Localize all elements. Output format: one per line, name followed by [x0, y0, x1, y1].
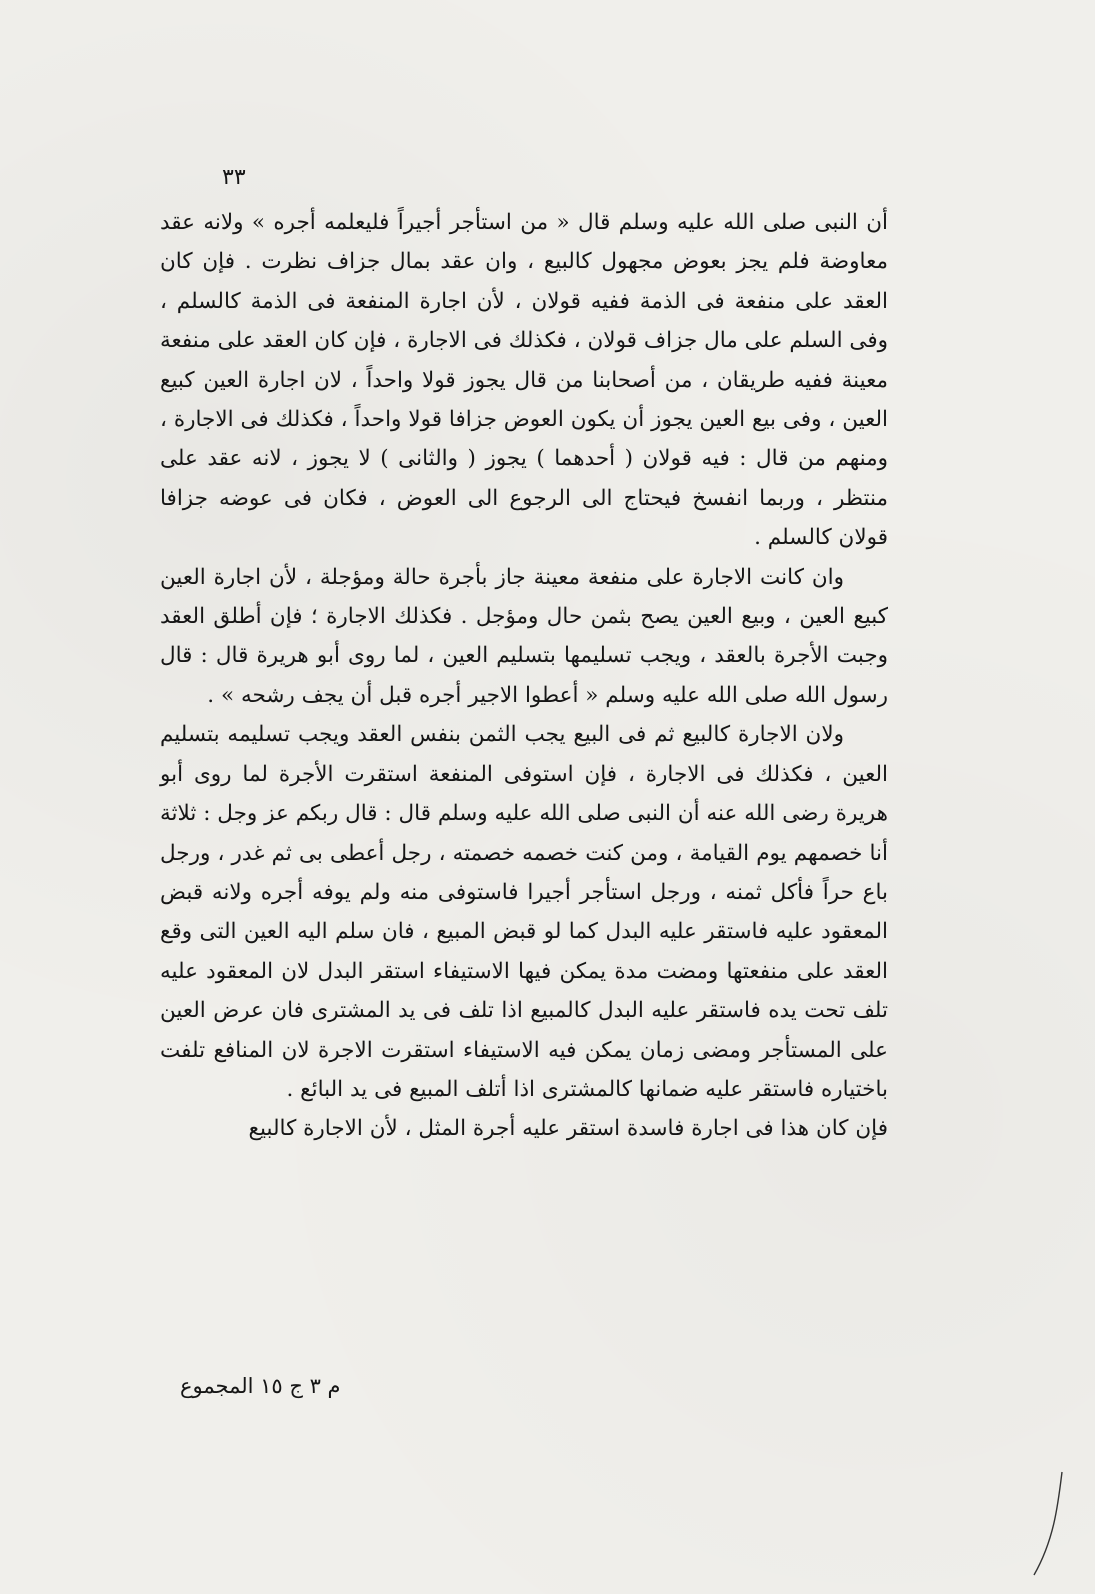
paragraph: وان كانت الاجارة على منفعة معينة جاز بأجرة حالة ومؤجلة ، لأن اجارة العين كبيع العين ، وبيع العين يصح بثمن حال ومؤجل . فكذلك الاجارة ؛ فإن أطلق العقد وجبت الأجرة بالعقد ، ويجب تسليمها بتسليم العين ، لما روى أبو هريرة قال : قال رسول الله صلى الله عليه وسلم « أعطوا الاجير أجره قبل أن يجف رشحه » . [160, 564, 888, 708]
footer-signature: م ٣ ج ١٥ المجموع [180, 1374, 341, 1398]
paragraph: أن النبى صلى الله عليه وسلم قال « من استأجر أجيراً فليعلمه أجره » ولانه عقد معاوضة فلم يجز بعوض مجهول كالبيع ، وان عقد بمال جزاف نظرت . فإن كان العقد على منفعة فى الذمة ففيه قولان ، لأن اجارة المنفعة فى الذمة كالسلم ، وفى السلم على مال جزاف قولان ، فكذلك فى الاجارة ، فإن كان العقد على منفعة معينة ففيه طريقان ، من أصحابنا من قال يجوز قولا واحداً ، لان اجارة العين كبيع العين ، وفى بيع العين يجوز أن يكون العوض جزافا قولا واحداً ، فكذلك فى الاجارة ، ومنهم من قال : فيه قولان ( أحدهما ) يجوز ( والثانى ) لا يجوز ، لانه عقد على منتظر ، وربما انفسخ فيحتاج الى الرجوع الى العوض ، فكان فى عوضه جزافا قولان كالسلم . [160, 210, 888, 551]
paragraph: فإن كان هذا فى اجارة فاسدة استقر عليه أجرة المثل ، لأن الاجارة كالبيع [248, 1116, 888, 1142]
page-number: ٣٣ [222, 165, 246, 190]
page-edge-mark [1028, 1470, 1068, 1580]
body-text [160, 203, 888, 1149]
paragraph: ولان الاجارة كالبيع ثم فى البيع يجب الثمن بنفس العقد ويجب تسليمه بتسليم العين ، فكذلك فى الاجارة ، فإن استوفى المنفعة استقرت الأجرة لما روى أبو هريرة رضى الله عنه أن النبى صلى الله عليه وسلم قال : قال ربكم عز وجل : ثلاثة أنا خصمهم يوم القيامة ، ومن كنت خصمه خصمته ، رجل أعطى بى ثم غدر ، ورجل باع حراً فأكل ثمنه ، ورجل استأجر أجيرا فاستوفى منه ولم يوفه أجره ولانه قبض المعقود عليه فاستقر عليه البدل كما لو قبض المبيع ، فان سلم اليه العين التى وقع العقد على منفعتها ومضت مدة يمكن فيها الاستيفاء استقر البدل لان المعقود عليه تلف تحت يده فاستقر عليه البدل كالمبيع اذا تلف فى يد المشترى فان عرض العين على المستأجر ومضى زمان يمكن فيه الاستيفاء استقرت الاجرة لان المنافع تلفت باختياره فاستقر عليه ضمانها كالمشترى اذا أتلف المبيع فى يد البائع . [160, 722, 888, 1102]
